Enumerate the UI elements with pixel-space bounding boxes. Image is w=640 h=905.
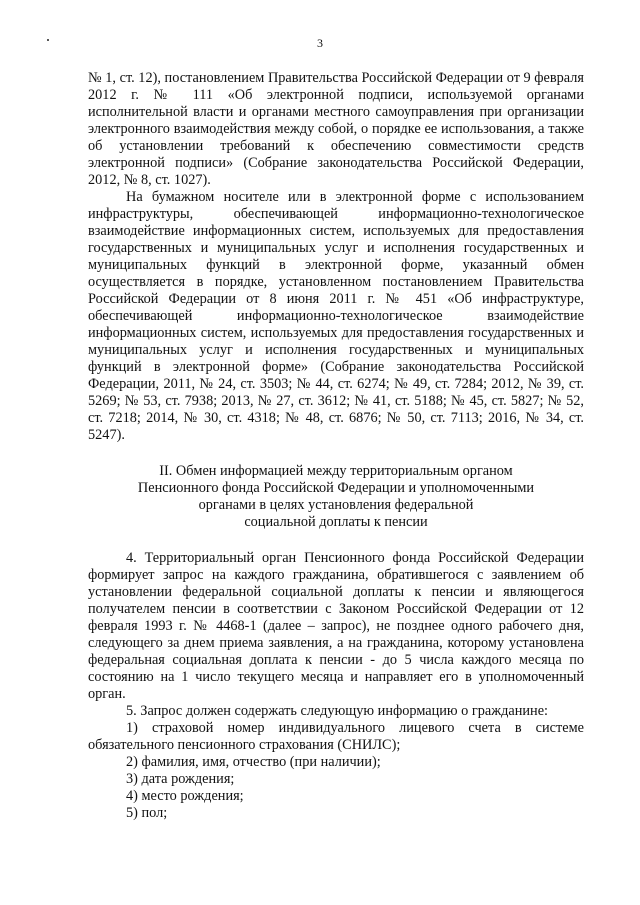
list-item-snils: 1) страховой номер индивидуального лицевого счета в системе обязательного пенсионного страхования (СНИЛС); — [88, 720, 584, 753]
page-number: 3 — [317, 36, 323, 50]
paragraph-clause-5: 5. Запрос должен содержать следующую информацию о гражданине: — [126, 703, 549, 719]
list-item-sex: 5) пол; — [126, 805, 168, 821]
section-heading-line-1: II. Обмен информацией между территориальным органом — [159, 463, 513, 479]
section-heading — [88, 463, 584, 531]
document-body — [88, 70, 584, 822]
list-item-birth-date: 3) дата рождения; — [126, 771, 235, 787]
section-heading-line-2: Пенсионного фонда Российской Федерации и уполномоченными — [137, 480, 535, 496]
section-heading-line-3: органами в целях установления федеральной — [198, 497, 474, 513]
paragraph-paper-or-electronic: На бумажном носителе или в электронной форме с использованием инфраструктуры, обеспечивающей информационно-технологическое взаимодействие информационных систем, используемых для предоставления государственных и муниципальных услуг и исполнения государственных и муниципальных функций в электронной форме, указанный обмен осуществляется в порядке, установленном постановлением Правительства Российской Федерации от 8 июня 2011 г. № 451 «Об инфраструктуре, обеспечивающей информационно-технологическое взаимодействие информационных систем, используемых для предоставления государственных и муниципальных услуг и исполнения государственных и муниципальных функций в электронной форме» (Собрание законодательства Российской Федерации, 2011, № 24, ст. 3503; № 44, ст. 6274; № 49, ст. 7284; 2012, № 39, ст. 5269; № 53, ст. 7938; 2013, № 27, ст. 3612; № 41, ст. 5188; № 45, ст. 5827; № 52, ст. 7218; 2014, № 30, ст. 4318; № 48, ст. 6876; № 50, ст. 7113; 2016, № 34, ст. 5247). — [88, 189, 584, 443]
paragraph-clause-4: 4. Территориальный орган Пенсионного фонда Российской Федерации формирует запрос на каждого гражданина, обратившегося с заявлением об установлении федеральной социальной доплаты к пенсии и являющегося получателем пенсии в соответствии с Законом Российской Федерации от 12 февраля 1993 г. № 4468-1 (далее – запрос), не позднее одного рабочего дня, следующего за днем приема заявления, а на гражданина, которому установлена федеральная социальная доплата к пенсии - до 5 числа каждого месяца по состоянию на 1 число текущего месяца и направляет его в уполномоченный орган. — [88, 550, 584, 702]
paragraph-continuation: № 1, ст. 12), постановлением Правительства Российской Федерации от 9 февраля 2012 г. № 111 «Об электронной подписи, используемой органами исполнительной власти и органами местного самоуправления при организации электронного взаимодействия между собой, о порядке ее использования, а также об установлении требований к обеспечению совместимости средств электронной подписи» (Собрание законодательства Российской Федерации, 2012, № 8, ст. 1027). — [88, 70, 584, 188]
list-item-full-name: 2) фамилия, имя, отчество (при наличии); — [126, 754, 381, 770]
section-heading-line-4: социальной доплаты к пенсии — [244, 514, 428, 530]
list-item-birth-place: 4) место рождения; — [126, 788, 244, 804]
